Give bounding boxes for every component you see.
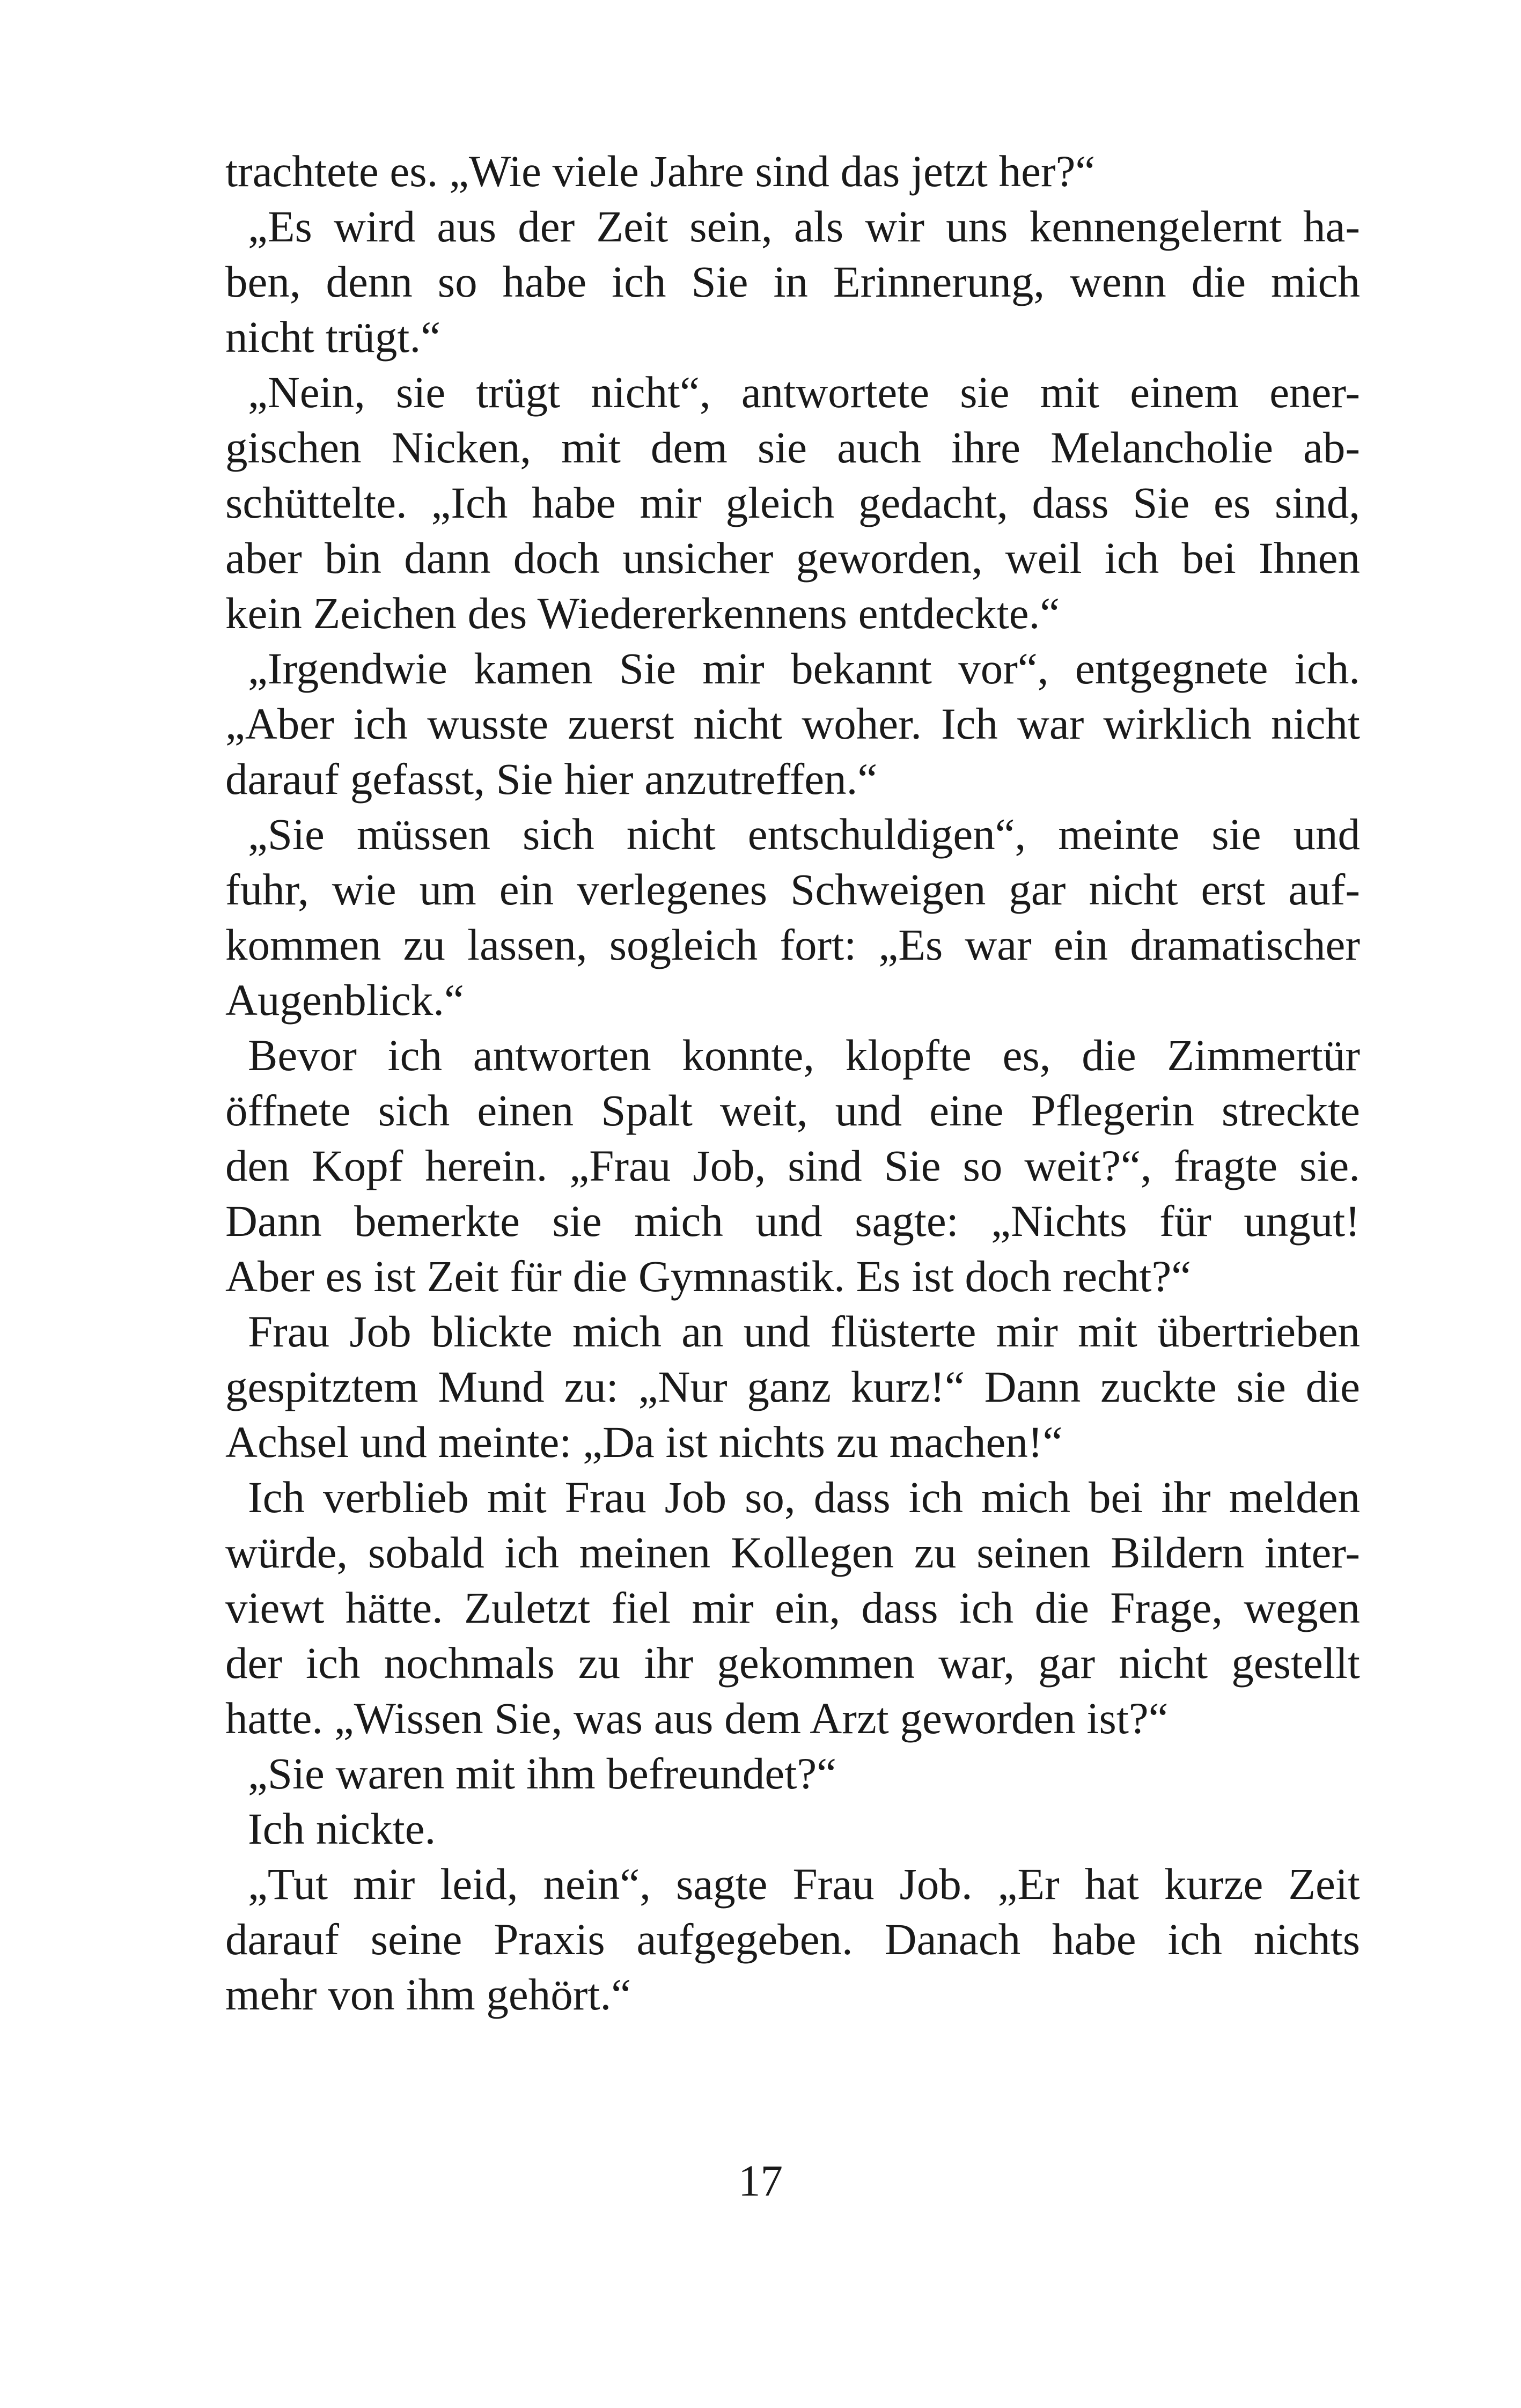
text-line: würde, sobald ich meinen Kollegen zu seinen Bildern inter- xyxy=(225,1528,1360,1577)
text-line: fuhr, wie um ein verlegenes Schweigen gar nicht erst auf- xyxy=(225,865,1360,914)
text-line: den Kopf herein. „Frau Job, sind Sie so weit?“, fragte sie. xyxy=(225,1141,1360,1190)
text-line: nicht trügt.“ xyxy=(225,312,441,362)
text-line: Dann bemerkte sie mich und sagte: „Nichts für ungut! xyxy=(225,1196,1360,1246)
text-line: gischen Nicken, mit dem sie auch ihre Melancholie ab- xyxy=(225,423,1360,472)
text-line: aber bin dann doch unsicher geworden, weil ich bei Ihnen xyxy=(225,533,1360,583)
text-line: darauf seine Praxis aufgegeben. Danach habe ich nichts xyxy=(225,1914,1360,1964)
text-line: mehr von ihm gehört.“ xyxy=(225,1970,631,2019)
text-line: Ich verblieb mit Frau Job so, dass ich mich bei ihr melden xyxy=(248,1472,1360,1522)
text-line: Ich nickte. xyxy=(248,1804,436,1853)
text-line: „Sie müssen sich nicht entschuldigen“, meinte sie und xyxy=(248,809,1360,859)
text-line: „Tut mir leid, nein“, sagte Frau Job. „Er hat kurze Zeit xyxy=(248,1859,1360,1909)
body-text xyxy=(225,144,1360,2022)
text-line: gespitztem Mund zu: „Nur ganz kurz!“ Dann zuckte sie die xyxy=(225,1362,1360,1411)
text-line: Augenblick.“ xyxy=(225,975,464,1025)
text-line: der ich nochmals zu ihr gekommen war, gar nicht gestellt xyxy=(225,1638,1360,1688)
text-line: hatte. „Wissen Sie, was aus dem Arzt geworden ist?“ xyxy=(225,1693,1169,1743)
text-line: kein Zeichen des Wiedererkennens entdeckte.“ xyxy=(225,588,1060,638)
text-line: ben, denn so habe ich Sie in Erinnerung, wenn die mich xyxy=(225,257,1360,306)
page-number: 17 xyxy=(738,2156,783,2205)
text-line: „Sie waren mit ihm befreundet?“ xyxy=(248,1749,836,1798)
text-line: kommen zu lassen, sogleich fort: „Es war ein dramatischer xyxy=(225,920,1360,969)
text-line: Achsel und meinte: „Da ist nichts zu machen!“ xyxy=(225,1417,1063,1467)
text-line: „Es wird aus der Zeit sein, als wir uns kennengelernt ha- xyxy=(248,202,1360,251)
text-line: „Nein, sie trügt nicht“, antwortete sie mit einem ener- xyxy=(248,367,1360,417)
text-line: trachtete es. „Wie viele Jahre sind das jetzt her?“ xyxy=(225,146,1096,196)
text-line: Frau Job blickte mich an und flüsterte mir mit übertrieben xyxy=(248,1307,1360,1356)
text-line: viewt hätte. Zuletzt fiel mir ein, dass ich die Frage, wegen xyxy=(225,1583,1360,1632)
text-line: darauf gefasst, Sie hier anzutreffen.“ xyxy=(225,754,878,804)
text-line: öffnete sich einen Spalt weit, und eine Pflegerin streckte xyxy=(225,1086,1360,1135)
text-line: Bevor ich antworten konnte, klopfte es, die Zimmertür xyxy=(248,1030,1360,1080)
text-line: Aber es ist Zeit für die Gymnastik. Es ist doch recht?“ xyxy=(225,1251,1192,1301)
text-line: „Irgendwie kamen Sie mir bekannt vor“, entgegnete ich. xyxy=(248,644,1360,693)
text-line: schüttelte. „Ich habe mir gleich gedacht, dass Sie es sind, xyxy=(225,478,1360,527)
text-line: „Aber ich wusste zuerst nicht woher. Ich war wirklich nicht xyxy=(225,699,1360,748)
